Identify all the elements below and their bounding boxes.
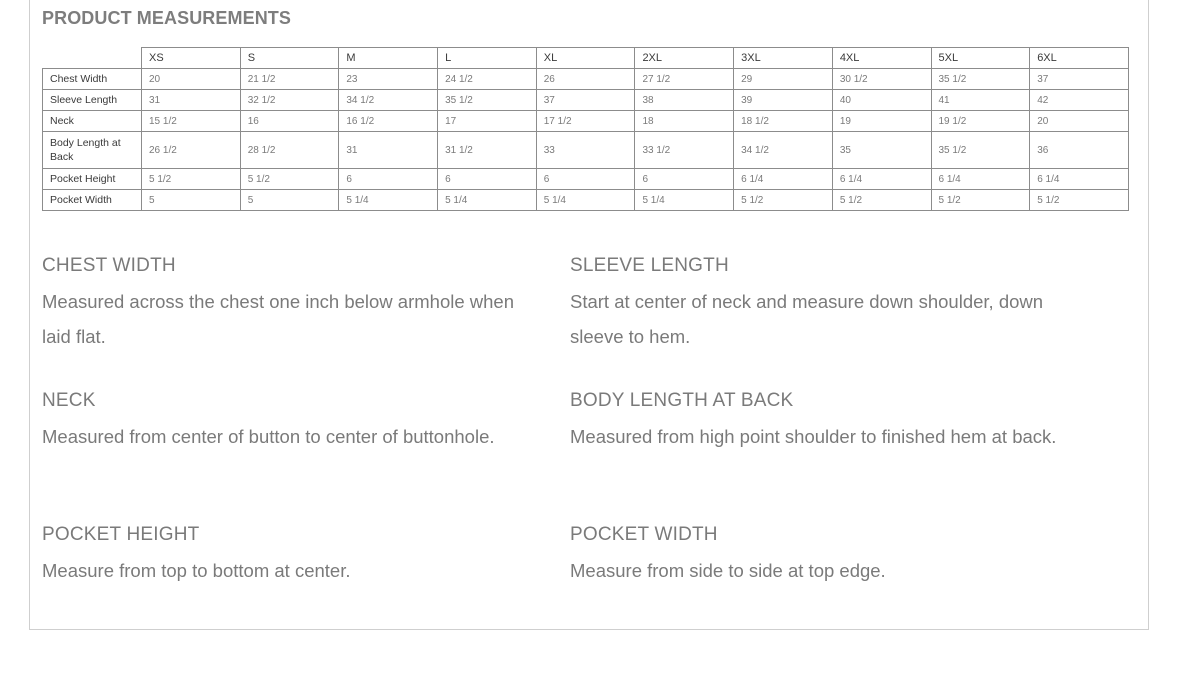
table-cell: 19 xyxy=(832,111,931,132)
table-row xyxy=(43,111,1129,132)
table-cell: 5 1/2 xyxy=(1030,190,1129,211)
table-header-row xyxy=(43,48,1129,69)
row-label: Pocket Width xyxy=(43,190,142,211)
table-cell: 6 xyxy=(536,169,635,190)
table-cell: 37 xyxy=(536,90,635,111)
table-cell: 5 xyxy=(240,190,339,211)
table-cell: 41 xyxy=(931,90,1030,111)
table-cell: 40 xyxy=(832,90,931,111)
page-title: PRODUCT MEASUREMENTS xyxy=(42,8,292,28)
table-cell: 20 xyxy=(142,69,241,90)
size-header: 4XL xyxy=(832,48,931,69)
definition-pocket-height xyxy=(42,521,542,588)
table-cell: 30 1/2 xyxy=(832,69,931,90)
table-cell: 5 1/2 xyxy=(832,190,931,211)
size-header: 5XL xyxy=(931,48,1030,69)
size-header: 6XL xyxy=(1030,48,1129,69)
size-header: 2XL xyxy=(635,48,734,69)
table-cell: 36 xyxy=(1030,132,1129,169)
table-cell: 5 1/4 xyxy=(438,190,537,211)
table-cell: 5 1/4 xyxy=(339,190,438,211)
table-cell: 6 1/4 xyxy=(734,169,833,190)
table-cell: 31 xyxy=(142,90,241,111)
table-cell: 18 1/2 xyxy=(734,111,833,132)
definition-heading: NECK xyxy=(42,390,96,411)
table-cell: 38 xyxy=(635,90,734,111)
table-cell: 6 1/4 xyxy=(1030,169,1129,190)
definition-sleeve-length xyxy=(570,252,1070,354)
table-row xyxy=(43,132,1129,169)
definition-text: Measured from center of button to center of buttonhole. xyxy=(42,426,495,447)
table-cell: 29 xyxy=(734,69,833,90)
table-row xyxy=(43,69,1129,90)
row-label: Pocket Height xyxy=(43,169,142,190)
table-cell: 39 xyxy=(734,90,833,111)
table-cell: 21 1/2 xyxy=(240,69,339,90)
table-cell: 18 xyxy=(635,111,734,132)
table-cell: 17 1/2 xyxy=(536,111,635,132)
table-cell: 6 xyxy=(339,169,438,190)
row-label: Neck xyxy=(43,111,142,132)
table-cell: 33 1/2 xyxy=(635,132,734,169)
table-cell: 5 1/4 xyxy=(536,190,635,211)
table-cell: 5 1/2 xyxy=(142,169,241,190)
table-cell: 5 1/2 xyxy=(734,190,833,211)
table-cell: 35 1/2 xyxy=(438,90,537,111)
table-cell: 31 1/2 xyxy=(438,132,537,169)
definition-text: Measured across the chest one inch below armhole when laid flat. xyxy=(42,291,515,347)
table-cell: 42 xyxy=(1030,90,1129,111)
table-cell: 34 1/2 xyxy=(734,132,833,169)
size-chart-table xyxy=(42,47,1129,211)
definition-body-length xyxy=(570,387,1070,454)
table-cell: 28 1/2 xyxy=(240,132,339,169)
table-cell: 31 xyxy=(339,132,438,169)
table-cell: 33 xyxy=(536,132,635,169)
definition-heading: CHEST WIDTH xyxy=(42,255,176,276)
table-cell: 35 xyxy=(832,132,931,169)
row-label: Chest Width xyxy=(43,69,142,90)
table-cell: 16 1/2 xyxy=(339,111,438,132)
table-cell: 26 xyxy=(536,69,635,90)
table-corner-cell xyxy=(43,48,142,69)
table-cell: 37 xyxy=(1030,69,1129,90)
table-cell: 6 xyxy=(438,169,537,190)
table-cell: 5 xyxy=(142,190,241,211)
table-cell: 6 1/4 xyxy=(832,169,931,190)
table-cell: 35 1/2 xyxy=(931,132,1030,169)
size-header: S xyxy=(240,48,339,69)
table-cell: 17 xyxy=(438,111,537,132)
table-cell: 5 1/2 xyxy=(240,169,339,190)
definition-heading: SLEEVE LENGTH xyxy=(570,255,729,276)
table-row xyxy=(43,169,1129,190)
definition-text: Start at center of neck and measure down shoulder, down sleeve to hem. xyxy=(570,291,1044,347)
definition-text: Measure from side to side at top edge. xyxy=(570,560,886,581)
table-cell: 23 xyxy=(339,69,438,90)
table-cell: 24 1/2 xyxy=(438,69,537,90)
table-cell: 5 1/2 xyxy=(931,190,1030,211)
definition-neck xyxy=(42,387,542,454)
table-row xyxy=(43,190,1129,211)
definition-text: Measured from high point shoulder to finished hem at back. xyxy=(570,426,1057,447)
table-cell: 5 1/4 xyxy=(635,190,734,211)
definition-pocket-width xyxy=(570,521,1070,588)
definition-heading: POCKET HEIGHT xyxy=(42,524,200,545)
table-cell: 16 xyxy=(240,111,339,132)
size-header: M xyxy=(339,48,438,69)
table-cell: 15 1/2 xyxy=(142,111,241,132)
size-header: 3XL xyxy=(734,48,833,69)
table-cell: 32 1/2 xyxy=(240,90,339,111)
size-header: XS xyxy=(142,48,241,69)
definition-heading: POCKET WIDTH xyxy=(570,524,718,545)
row-label: Sleeve Length xyxy=(43,90,142,111)
table-cell: 34 1/2 xyxy=(339,90,438,111)
table-cell: 19 1/2 xyxy=(931,111,1030,132)
table-cell: 35 1/2 xyxy=(931,69,1030,90)
table-cell: 26 1/2 xyxy=(142,132,241,169)
table-row xyxy=(43,90,1129,111)
table-cell: 20 xyxy=(1030,111,1129,132)
row-label: Body Length at Back xyxy=(43,132,142,169)
definition-text: Measure from top to bottom at center. xyxy=(42,560,351,581)
definition-heading: BODY LENGTH AT BACK xyxy=(570,390,794,411)
table-cell: 6 xyxy=(635,169,734,190)
definition-chest-width xyxy=(42,252,542,354)
size-header: L xyxy=(438,48,537,69)
table-cell: 6 1/4 xyxy=(931,169,1030,190)
table-cell: 27 1/2 xyxy=(635,69,734,90)
size-header: XL xyxy=(536,48,635,69)
